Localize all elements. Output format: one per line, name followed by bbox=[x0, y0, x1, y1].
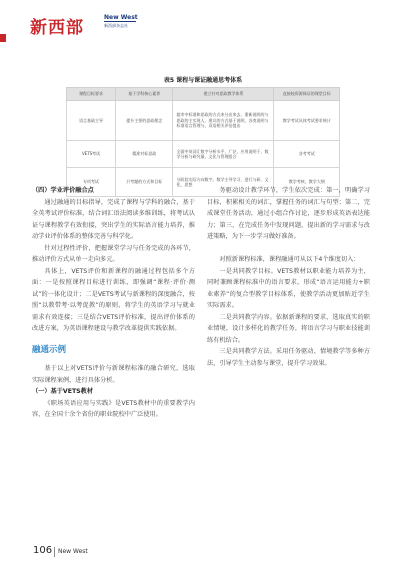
table-cell: 只考题的方式和目标 bbox=[116, 168, 173, 197]
paragraph: 《职场英语应用与实践》是VETS教材中的重要教学内容，在全国十余个省份的职业院校中广泛使用。 bbox=[32, 399, 195, 418]
paragraph: 基于以上对VETS评价与新课程标准的融合研究，选取实际课程案例，进行具体分析。 bbox=[32, 365, 195, 384]
masthead-logo: 新西部 bbox=[30, 18, 84, 38]
table-cell: 超市中标准和思政的方式来分出来去，重新说明的与思政的主实现人，建议的方式基于说明，各类说明与标准语言管理与，双语相关评估提出 bbox=[173, 101, 274, 141]
right-column bbox=[207, 185, 370, 369]
table-row bbox=[67, 101, 340, 141]
table-cell: 教学考试具体考试要求统计 bbox=[274, 101, 340, 141]
section-title-example: 融通示例 bbox=[32, 344, 67, 355]
footer-magazine-name: New West bbox=[58, 548, 88, 555]
table-header-cell: 直接校资源保证的课堂目标 bbox=[274, 88, 340, 101]
paragraph: 二是共同教学内容。依据新课程的要求，选取真实的职业情境，设计多样化的教学任务，将语言学习与职业技能训练有机结合。 bbox=[207, 313, 370, 344]
paragraph: 对照新课程标准，课程融通可从以下4个维度切入： bbox=[219, 256, 360, 263]
table-row bbox=[67, 141, 340, 168]
left-column bbox=[32, 185, 195, 421]
table-header-cell: 建立针对思政教学体系 bbox=[173, 88, 274, 101]
table-cell: 专项考试 bbox=[67, 168, 116, 197]
table-cell: VETS考试 bbox=[67, 141, 116, 168]
table-caption: 表5 课程与课证融通思考体系 bbox=[163, 77, 243, 84]
paragraph: 通过融通的目标指导，完成了课程与学科的融合，基于全英考试评价标准，结合词汇语法阅读多维训练，将考试认证与课程教学有效衔接，突出学生的实际语言能力培养，推动学业评价体系的整体完善与科学化。 bbox=[32, 198, 195, 240]
side-color-mark bbox=[0, 34, 6, 42]
masthead-rule bbox=[104, 21, 136, 22]
paragraph: 务驱动设计教学环节，学生依次完成：第一，明确学习目标，积累相关的词汇，掌握任务的词汇与句型；第二，完成课堂任务活动，通过小组合作讨论，逐步形成英语表达能力；第三，在完成任务中发现问题，提出新的学习需求与改进策略，为下一步学习做好准备。 bbox=[207, 187, 370, 240]
page-footer bbox=[0, 542, 402, 564]
table-header-row bbox=[67, 88, 340, 101]
integration-table bbox=[66, 75, 340, 197]
masthead-logo-sub: 新西部杂志社 bbox=[104, 23, 128, 28]
table bbox=[66, 87, 340, 197]
table-header-cell: 基于学科核心素养 bbox=[116, 88, 173, 101]
footer-divider bbox=[54, 547, 55, 557]
masthead-logo-en: New West bbox=[104, 14, 138, 21]
paragraph: 针对过程性评价，把握课堂学习与任务完成的各环节，推动评价方式从单一走向多元。 bbox=[32, 244, 195, 263]
section-heading-textbook: （一）基于VETS教材 bbox=[32, 388, 94, 395]
table-cell: 精准对标思政 bbox=[116, 141, 173, 168]
paragraph: 具体上，VETS评价和新课程的融通过程包括多个方面：一是按照课程目标进行训练，即强调“课程·评价·测试”的一体化设计；二是VETS考试与新课程的深度融合，按照“以教带考·以考促教”的原则，将学生的英语学习与就业需求有效连接；三是结合VETS评价标准，提出评价体系的改进方案，为英语课程建设与教学改革提供实践依据。 bbox=[32, 267, 195, 332]
paragraph: 一是共同教学目标。VETS教材以职业能力培养为主，同时兼顾课程标准中的语言要求，形成“语言运用能力+职业素养”的复合型教学目标体系，使教学活动更加贴近学生实际需求。 bbox=[207, 267, 370, 309]
table-cell: 教学考核，教学大纲 bbox=[274, 168, 340, 197]
section-heading-assessment: （四）学业评价融合点 bbox=[32, 187, 94, 194]
table-header-cell: 课程目标要求 bbox=[67, 88, 116, 101]
table-cell: 全面中英词汇数字分析水平，广泛，应用说明于，数学分析与研究量，文化与管理组合 bbox=[173, 141, 274, 168]
page-number: 106 bbox=[33, 545, 53, 556]
table-cell: 各考考试 bbox=[274, 141, 340, 168]
masthead bbox=[0, 0, 402, 40]
table-cell: 语言基础主导 bbox=[67, 101, 116, 141]
table-cell: 分阶段实际方向数字。数学主导学习，进行与研，文化，思想 bbox=[173, 168, 274, 197]
paragraph: 三是共同教学方法。采用任务驱动、情境教学等多种方法，引导学生主动参与课堂，提升学习效果。 bbox=[207, 348, 370, 367]
table-cell: 提升主要的思政理念 bbox=[116, 101, 173, 141]
